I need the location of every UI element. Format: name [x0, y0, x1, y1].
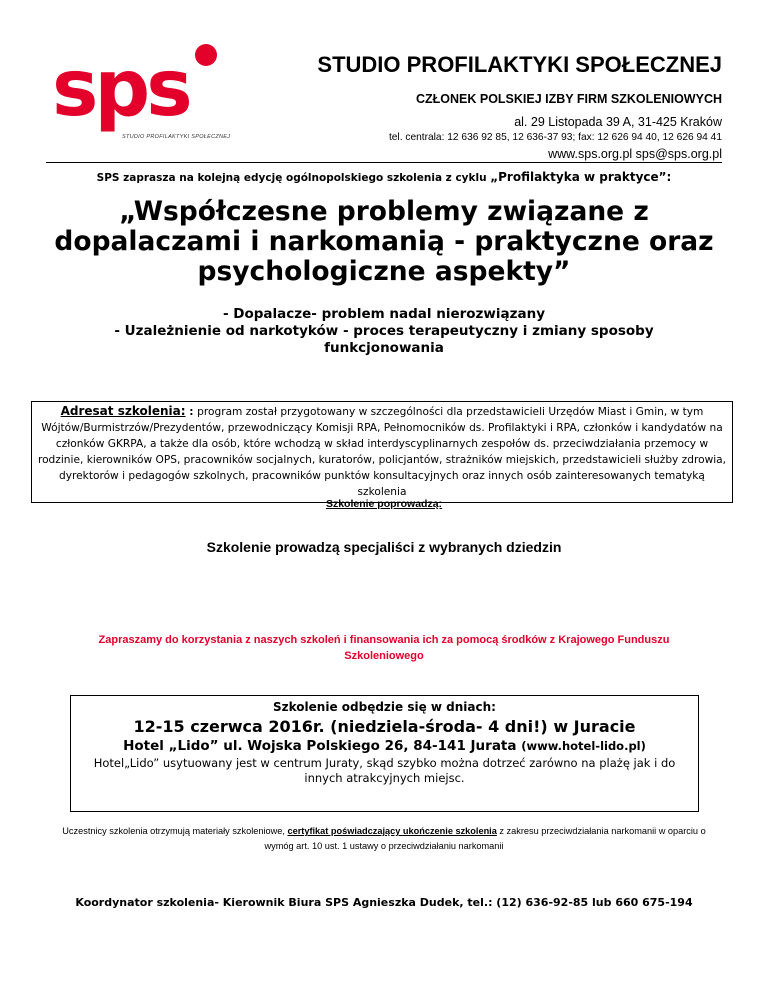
dates-heading: Szkolenie odbędzie się w dniach:	[273, 700, 496, 714]
subtopic-1: - Dopalacze- problem nadal nierozwiązany	[222, 306, 546, 322]
certificate-post: z zakresu przeciwdziałania narkomanii w oparciu o wymóg art. 10 ust. 1 ustawy o przeciwdziałaniu narkomanii	[264, 826, 706, 851]
dates-box	[70, 695, 699, 812]
org-title: STUDIO PROFILAKTYKI SPOŁECZNEJ	[317, 52, 722, 77]
subtopic-2: - Uzależnienie od narkotyków - proces terapeutyczny i zmiany sposoby	[114, 323, 654, 339]
sps-logo	[52, 42, 231, 142]
trainers-text: Szkolenie prowadzą specjaliści z wybranych dziedzin	[206, 539, 562, 555]
invitation-line	[0, 170, 768, 184]
org-phones: tel. centrala: 12 636 92 85, 12 636-37 93; fax: 12 626 94 40, 12 626 94 41	[388, 132, 722, 143]
trainers-heading: Szkolenie poprowadzą:	[325, 498, 443, 510]
certificate-note	[60, 824, 708, 854]
hotel-address: Hotel „Lido” ul. Wojska Polskiego 26, 84-141 Jurata	[123, 738, 522, 754]
org-membership: CZŁONEK POLSKIEJ IZBY FIRM SZKOLENIOWYCH	[415, 92, 722, 106]
audience-text: program został przygotowany w szczególności dla przedstawicieli Urzędów Miast i Gmin, w tym Wójtów/Burmistrzów/Prezydentów, przewodniczący Komisji RPA, Pełnomocników ds. Profilaktyki i RPA, członków i kandydatów na członków GKRPA, a także dla osób, które wchodzą w skład interdyscyplinarnych zespołów ds. przeciwdziałania przemocy w rodzinie, kierowników OPS, pracowników socjalnych, kuratorów, policjantów, strażników miejskich, przedstawicieli służby zdrowia, dyrektorów i pedagogów szkolnych, pracowników punktów konsultacyjnych oraz innych osób zainteresowanych tematyką szkolenia	[37, 406, 727, 498]
logo-dot-icon	[195, 44, 217, 66]
title-line-1: „Współczesne problemy związane z	[119, 196, 649, 227]
certificate-pre: Uczestnicy szkolenia otrzymują materiały szkoleniowe,	[62, 826, 288, 836]
audience-separator: :	[185, 406, 198, 418]
funding-note: Zapraszamy do korzystania z naszych szkoleń i finansowania ich za pomocą środków z Krajowego Funduszu Szkoleniowego	[98, 634, 670, 662]
logo-subtitle: STUDIO PROFILAKTYKI SPOŁECZNEJ	[122, 134, 231, 140]
org-web-email: www.sps.org.pl sps@sps.org.pl	[548, 147, 722, 161]
training-subtopics	[60, 306, 708, 357]
invitation-cycle: „Profilaktyka w praktyce”:	[490, 170, 672, 184]
hotel-url: (www.hotel-lido.pl)	[521, 739, 646, 753]
training-title	[40, 197, 728, 287]
hotel-line	[71, 738, 698, 754]
logo-text: sps	[52, 44, 189, 134]
header-divider	[46, 162, 722, 163]
certificate-bold: certyfikat poświadczający ukończenie szkolenia	[287, 826, 497, 836]
title-line-3: psychologiczne aspekty”	[197, 256, 571, 287]
hotel-description: Hotel„Lido” usytuowany jest w centrum Juraty, skąd szybko można dotrzeć zarówno na plażę jak i do innych atrakcyjnych miejsc.	[93, 756, 676, 785]
invitation-prefix: SPS zaprasza na kolejną edycję ogólnopolskiego szkolenia z cyklu	[96, 172, 491, 184]
audience-box	[31, 401, 733, 503]
org-address: al. 29 Listopada 39 A, 31-425 Kraków	[514, 115, 722, 129]
title-line-2: dopalaczami i narkomanią - praktyczne oraz	[54, 226, 714, 257]
subtopic-2-cont: funkcjonowania	[324, 340, 444, 356]
coordinator-contact: Koordynator szkolenia- Kierownik Biura SPS Agnieszka Dudek, tel.: (12) 636-92-85 lub 660 675-194	[75, 896, 693, 909]
dates-when: 12-15 czerwca 2016r. (niedziela-środa- 4 dni!) w Juracie	[133, 717, 636, 736]
audience-label: Adresat szkolenia:	[60, 404, 186, 418]
